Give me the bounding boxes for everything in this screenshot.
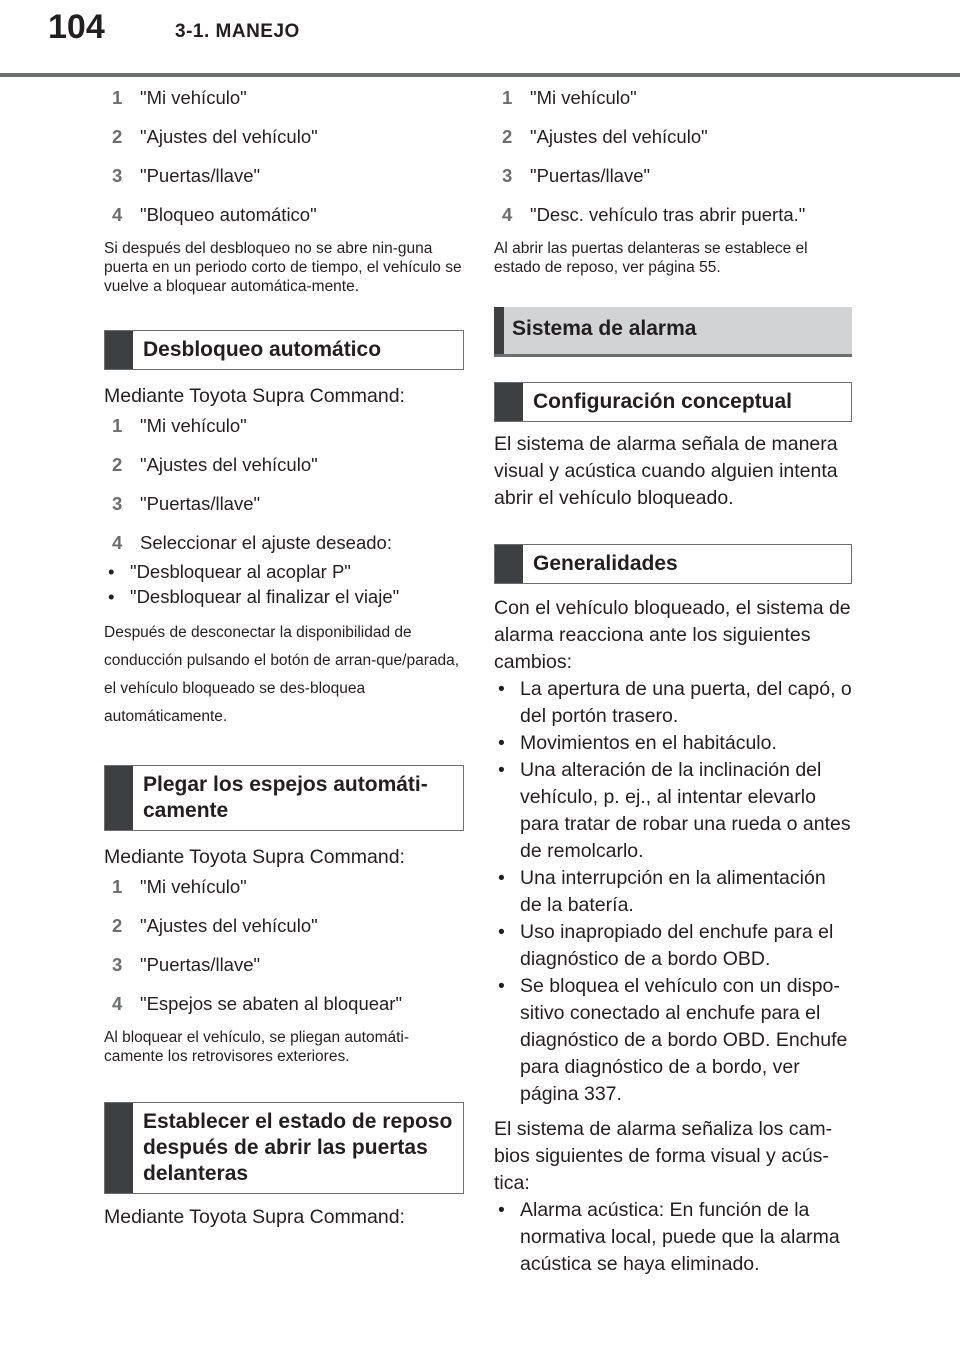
step-item [104, 455, 464, 475]
step-text: "Mi vehículo" [140, 876, 247, 897]
step-text: "Mi vehículo" [140, 87, 247, 108]
step-text: "Ajustes del vehículo" [140, 915, 318, 936]
step-number: 3 [502, 165, 513, 186]
bullet-list [494, 1197, 852, 1278]
note-text: Al bloquear el vehículo, se pliegan automáti-camente los retrovisores exteriores. [104, 1029, 410, 1065]
step-number: 2 [502, 126, 513, 147]
bullet-list [494, 676, 852, 1108]
section-title: 3-1. MANEJO [175, 21, 300, 42]
step-text: "Espejos se abaten al bloquear" [140, 993, 403, 1014]
steps-list [494, 88, 852, 225]
header-divider [0, 73, 960, 77]
left-column [104, 88, 464, 1231]
step-number: 3 [112, 165, 123, 186]
step-item [494, 88, 852, 108]
step-text: Seleccionar el ajuste deseado: [140, 532, 392, 553]
step-number: 4 [112, 993, 123, 1014]
step-number: 4 [502, 204, 513, 225]
step-item [104, 955, 464, 975]
step-number: 2 [112, 915, 123, 936]
section-heading: Configuración conceptual [533, 390, 793, 413]
step-item [104, 166, 464, 186]
list-item: • Una interrupción en la alimentación de la batería. [494, 865, 852, 919]
section-box-desbloqueo [104, 330, 464, 370]
steps-list [104, 416, 464, 553]
paragraph: El sistema de alarma señala de manera visual y acústica cuando alguien intenta abrir el vehículo bloqueado. [494, 433, 838, 509]
step-text: "Puertas/llave" [530, 165, 651, 186]
box-tab [495, 383, 523, 421]
step-item [104, 494, 464, 514]
page-header [0, 0, 960, 80]
section-heading: Establecer el estado de reposo después de abrir las puertas delanteras [143, 1110, 453, 1185]
steps-list [104, 88, 464, 225]
step-text: "Puertas/llave" [140, 493, 261, 514]
chapter-heading: Sistema de alarma [512, 317, 697, 340]
step-text: "Mi vehículo" [140, 415, 247, 436]
step-item [104, 88, 464, 108]
step-number: 2 [112, 454, 123, 475]
section-box-reposo [104, 1102, 464, 1194]
list-item: • "Desbloquear al acoplar P" [104, 559, 464, 584]
box-tab [105, 766, 133, 830]
list-item: • Alarma acústica: En función de la normativa local, puede que la alarma acústica se haya eliminado. [494, 1197, 852, 1278]
intro-text: Mediante Toyota Supra Command: [104, 846, 405, 868]
list-item: • Se bloquea el vehículo con un dispo-sitivo conectado al enchufe para el diagnóstico de a bordo OBD. Enchufe para diagnóstico de a bordo, ver página 337. [494, 973, 852, 1108]
step-number: 2 [112, 126, 123, 147]
intro-text: Mediante Toyota Supra Command: [104, 385, 405, 407]
steps-list [104, 877, 464, 1014]
right-column [494, 88, 852, 1278]
step-text: "Puertas/llave" [140, 165, 261, 186]
step-text: "Ajustes del vehículo" [140, 126, 318, 147]
note-text: Al abrir las puertas delanteras se establece el estado de reposo, ver página 55. [494, 240, 808, 276]
section-box-espejos [104, 765, 464, 831]
note-text: Si después del desbloqueo no se abre nin-guna puerta en un periodo corto de tiempo, el vehículo se vuelve a bloquear automática-mente. [104, 240, 462, 295]
step-text: "Desc. vehículo tras abrir puerta." [530, 204, 806, 225]
note-text: Después de desconectar la disponibilidad de conducción pulsando el botón de arran-que/parada, el vehículo bloqueado se des-bloquea automáticamente. [104, 624, 460, 725]
section-heading: Plegar los espejos automáti-camente [143, 773, 428, 822]
paragraph: Con el vehículo bloqueado, el sistema de alarma reacciona ante los siguientes cambios: [494, 597, 851, 673]
list-item: • Una alteración de la inclinación del vehículo, p. ej., al intentar elevarlo para tratar de robar una rueda o antes de remolcarlo. [494, 757, 852, 865]
step-item [104, 416, 464, 436]
step-item [104, 916, 464, 936]
box-tab [495, 545, 523, 583]
box-tab [105, 331, 133, 369]
box-tab [105, 1103, 133, 1193]
step-text: "Ajustes del vehículo" [530, 126, 708, 147]
option-list [104, 559, 464, 609]
page-number: 104 [48, 8, 105, 46]
step-number: 4 [112, 204, 123, 225]
list-item: • "Desbloquear al finalizar el viaje" [104, 584, 464, 609]
step-number: 1 [502, 87, 513, 108]
step-number: 3 [112, 954, 123, 975]
paragraph: El sistema de alarma señaliza los cam-bios siguientes de forma visual y acús-tica: [494, 1118, 833, 1194]
step-item [494, 166, 852, 186]
step-item [104, 877, 464, 897]
section-box-generalidades [494, 544, 852, 584]
step-number: 1 [112, 876, 123, 897]
section-box-configuracion [494, 382, 852, 422]
step-text: "Ajustes del vehículo" [140, 454, 318, 475]
step-item [494, 127, 852, 147]
list-item: • Uso inapropiado del enchufe para el diagnóstico de a bordo OBD. [494, 919, 852, 973]
chapter-box-alarma [494, 307, 852, 357]
step-text: "Bloqueo automático" [140, 204, 317, 225]
step-item [494, 205, 852, 225]
intro-text: Mediante Toyota Supra Command: [104, 1206, 405, 1228]
step-item [104, 127, 464, 147]
step-text: "Mi vehículo" [530, 87, 637, 108]
section-heading: Generalidades [533, 552, 678, 575]
list-item: • La apertura de una puerta, del capó, o del portón trasero. [494, 676, 852, 730]
step-item [104, 205, 464, 225]
step-text: "Puertas/llave" [140, 954, 261, 975]
step-item [104, 994, 464, 1014]
list-item: • Movimientos en el habitáculo. [494, 730, 852, 757]
section-heading: Desbloqueo automático [143, 338, 382, 361]
step-number: 1 [112, 415, 123, 436]
step-number: 1 [112, 87, 123, 108]
step-number: 4 [112, 532, 123, 553]
step-number: 3 [112, 493, 123, 514]
box-tab [494, 307, 504, 354]
step-item [104, 533, 464, 553]
